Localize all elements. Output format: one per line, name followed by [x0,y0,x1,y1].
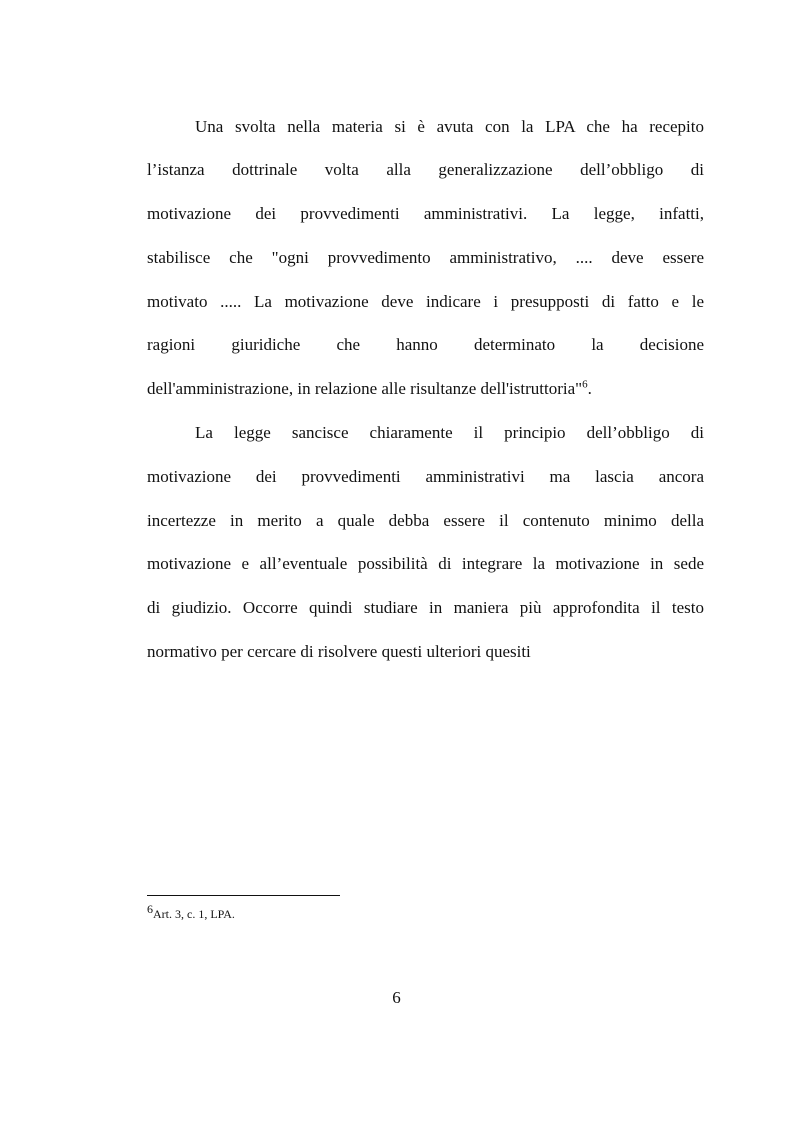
text-line: normativo per cercare di risolvere questi ulteriori quesiti [147,642,531,661]
footnote-reference[interactable]: 6 [582,378,588,391]
text-line: stabilisce che "ogni provvedimento amministrativo, .... deve essere [147,248,704,267]
text-line: incertezze in merito a quale debba essere il contenuto minimo della [147,511,704,530]
text-line: motivazione dei provvedimenti amministrativi. La legge, infatti, [147,204,704,223]
text-line: dell'amministrazione, in relazione alle risultanze dell'istruttoria" [147,379,583,398]
text-line-with-footnote [147,379,704,399]
text-line: Una svolta nella materia si è avuta con la LPA che ha recepito [195,117,704,136]
footnote-text: Art. 3, c. 1, LPA. [153,907,235,921]
footnote-mark: 6 [147,902,153,916]
footnote-separator [147,895,340,896]
text-line: motivato ..... La motivazione deve indicare i presupposti di fatto e le [147,292,704,311]
text-line: di giudizio. Occorre quindi studiare in maniera più approfondita il testo [147,598,704,617]
text-line: motivazione e all’eventuale possibilità di integrare la motivazione in sede [147,554,704,573]
text-line: motivazione dei provvedimenti amministrativi ma lascia ancora [147,467,704,486]
sentence-end: . [587,379,592,398]
text-line: l’istanza dottrinale volta alla generalizzazione dell’obbligo di [147,160,704,179]
page-number: 6 [392,988,401,1007]
text-line: ragioni giuridiche che hanno determinato la decisione [147,335,704,354]
text-line: La legge sancisce chiaramente il principio dell’obbligo di [195,423,704,442]
footnote [147,902,235,922]
